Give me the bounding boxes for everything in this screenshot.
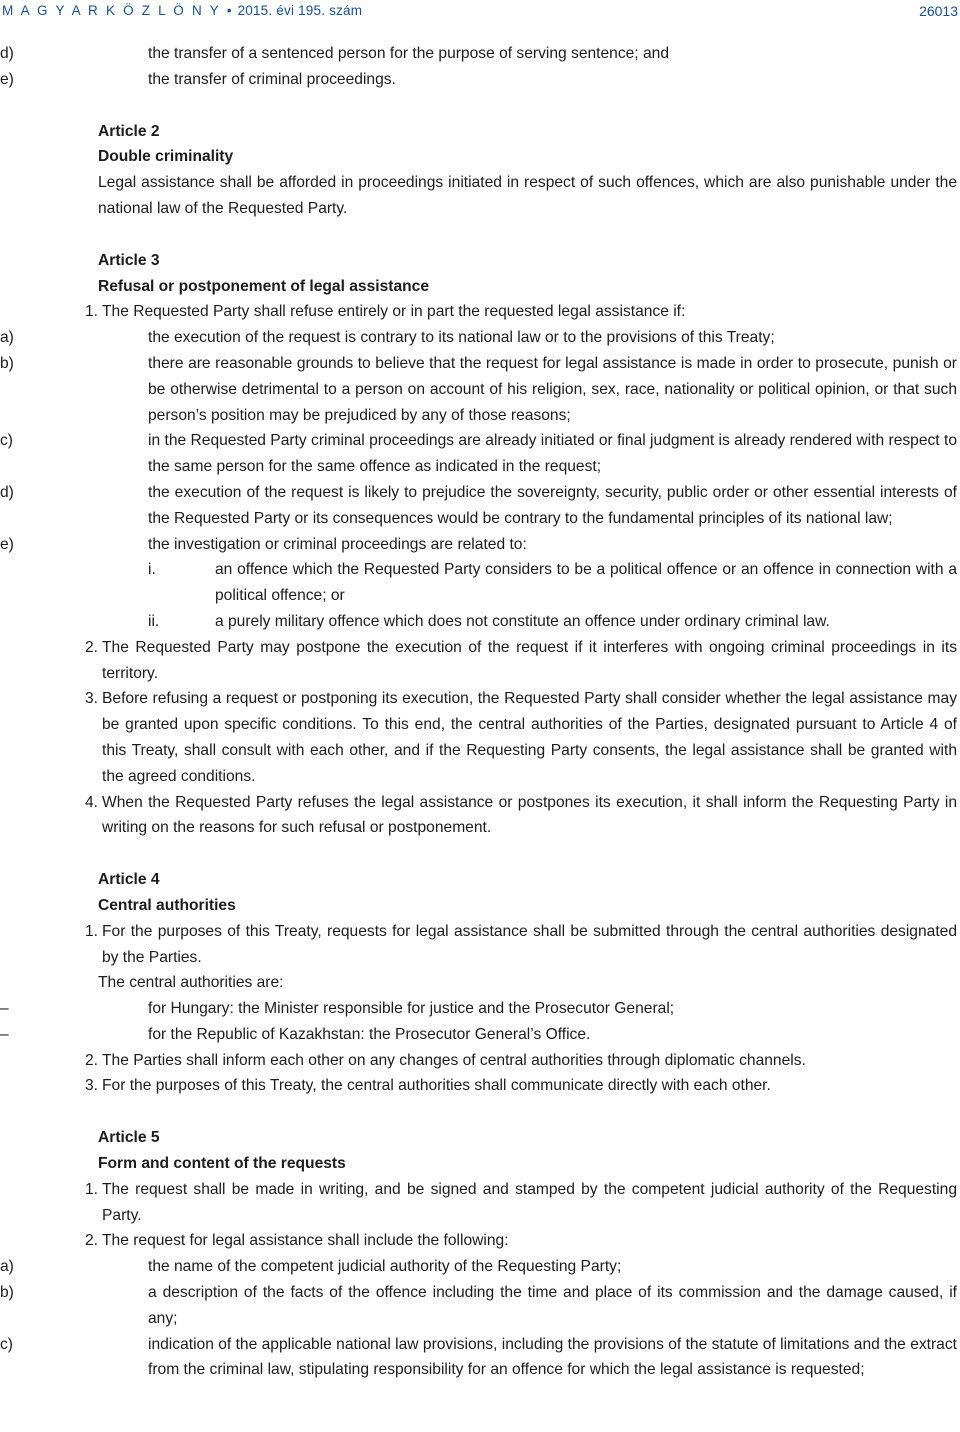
paragraph [0, 970, 960, 996]
subitem-label: i. [148, 561, 156, 579]
paragraph-number: 4. [84, 793, 98, 811]
numbered-paragraph [0, 299, 960, 325]
article-number: Article 2 [98, 122, 160, 140]
list-item [0, 41, 960, 67]
item-text: the investigation or criminal proceedings are related to: [148, 535, 527, 553]
document-body [0, 41, 960, 1383]
paragraph-text: The Requested Party shall refuse entirely or in part the requested legal assistance if: [102, 303, 686, 321]
paragraph-number: 2. [84, 1232, 98, 1250]
numbered-paragraph [0, 1073, 960, 1099]
paragraph-number: 3. [84, 690, 98, 708]
item-text: indication of the applicable national law provisions, including the provisions of the statute of limitations and the extract from the criminal law, stipulating responsibility for an offence for which the legal assistance is requested; [148, 1335, 957, 1379]
item-label: d) [0, 483, 14, 501]
dash-text: for Hungary: the Minister responsible for justice and the Prosecutor General; [148, 1000, 675, 1018]
article-title: Double criminality [98, 148, 234, 166]
paragraph [0, 170, 960, 222]
item-label: d) [0, 45, 14, 62]
bullet-separator: • [226, 3, 232, 18]
list-item [0, 428, 960, 480]
item-label: e) [0, 535, 14, 553]
dash-label: – [0, 1000, 9, 1018]
paragraph-number: 1. [84, 922, 98, 940]
list-item [0, 1254, 960, 1280]
item-text: the execution of the request is contrary to its national law or to the provisions of this Treaty; [148, 329, 775, 347]
dash-text: for the Republic of Kazakhstan: the Prosecutor General’s Office. [148, 1025, 591, 1043]
list-item [0, 67, 960, 93]
item-label: c) [0, 1335, 13, 1353]
paragraph-text: For the purposes of this Treaty, the central authorities shall communicate directly with each other. [102, 1077, 771, 1095]
dash-label: – [0, 1025, 9, 1043]
article-title: Central authorities [98, 896, 236, 914]
journal-name: M A G Y A R K Ö Z L Ö N Y [2, 3, 221, 18]
numbered-paragraph [0, 919, 960, 971]
list-item [0, 351, 960, 428]
item-text: a description of the facts of the offence including the time and place of its commission and the damage caused, if any; [148, 1284, 957, 1327]
numbered-paragraph [0, 1048, 960, 1074]
paragraph-text: The Requested Party may postpone the execution of the request if it interferes with ongoing criminal proceedings in its territory. [102, 638, 957, 682]
item-label: a) [0, 329, 14, 347]
sub-list-item [0, 557, 960, 609]
item-text: the transfer of a sentenced person for the purpose of serving sentence; and [148, 45, 669, 62]
page-number: 26013 [919, 3, 958, 19]
paragraph-text: When the Requested Party refuses the legal assistance or postpones its execution, it shall inform the Requesting Party in writing on the reasons for such refusal or postponement. [102, 793, 957, 837]
item-text: in the Requested Party criminal proceedings are already initiated or final judgment is already rendered with respect to the same person for the same offence as indicated in the request; [148, 432, 957, 476]
numbered-paragraph [0, 635, 960, 687]
list-item [0, 480, 960, 532]
paragraph-text: For the purposes of this Treaty, requests for legal assistance shall be submitted through the central authorities designated by the Parties. [102, 922, 957, 966]
numbered-paragraph [0, 1177, 960, 1229]
article-title: Refusal or postponement of legal assistance [98, 277, 430, 295]
item-text: there are reasonable grounds to believe that the request for legal assistance is made in order to prosecute, punish or be otherwise detrimental to a person on account of his religion, sex, race, nationality or political opinion, or that such person’s position may be prejudiced by any of those reasons; [148, 354, 957, 424]
paragraph-text: Legal assistance shall be afforded in proceedings initiated in respect of such offences, which are also punishable under the national law of the Requested Party. [98, 174, 957, 217]
subitem-text: a purely military offence which does not constitute an offence under ordinary criminal law. [215, 612, 830, 630]
paragraph-text: The request for legal assistance shall include the following: [102, 1232, 509, 1250]
paragraph-text: Before refusing a request or postponing its execution, the Requested Party shall consider whether the legal assistance may be granted upon specific conditions. To this end, the central authorities of the Parties, designated pursuant to Article 4 of this Treaty, shall consult with each other, and if the Requesting Party consents, the legal assistance shall be granted with the agreed conditions. [102, 690, 957, 785]
running-header [0, 0, 960, 24]
article-number: Article 5 [98, 1129, 160, 1147]
numbered-paragraph [0, 1228, 960, 1254]
list-item [0, 325, 960, 351]
list-item [0, 1332, 960, 1384]
item-label: a) [0, 1258, 14, 1276]
article-number: Article 4 [98, 871, 160, 889]
item-label: e) [0, 70, 14, 88]
paragraph-text: The Parties shall inform each other on any changes of central authorities through diplomatic channels. [102, 1051, 806, 1069]
dash-item [0, 996, 960, 1022]
paragraph-number: 2. [84, 1051, 98, 1069]
numbered-paragraph [0, 686, 960, 789]
paragraph-number: 2. [84, 638, 98, 656]
subitem-text: an offence which the Requested Party considers to be a political offence or an offence in connection with a political offence; or [215, 561, 957, 605]
list-item [0, 1280, 960, 1332]
paragraph-number: 1. [84, 303, 98, 321]
article-title: Form and content of the requests [98, 1155, 346, 1173]
paragraph-text: The request shall be made in writing, and be signed and stamped by the competent judicial authority of the Requesting Party. [102, 1180, 957, 1224]
paragraph-number: 1. [84, 1180, 98, 1198]
issue-label: 2015. évi 195. szám [237, 3, 363, 18]
journal-title [2, 3, 362, 18]
article-number: Article 3 [98, 251, 160, 269]
item-label: b) [0, 354, 14, 372]
paragraph-text: The central authorities are: [98, 974, 284, 992]
item-label: b) [0, 1284, 14, 1302]
item-text: the name of the competent judicial authority of the Requesting Party; [148, 1258, 622, 1276]
list-item [0, 532, 960, 558]
dash-item [0, 1022, 960, 1048]
item-text: the transfer of criminal proceedings. [148, 70, 396, 88]
item-text: the execution of the request is likely to prejudice the sovereignty, security, public order or other essential interests of the Requested Party or its consequences would be contrary to the fundamental principles of its national law; [148, 483, 957, 527]
numbered-paragraph [0, 790, 960, 842]
item-label: c) [0, 432, 13, 450]
subitem-label: ii. [148, 612, 160, 630]
sub-list-item [0, 609, 960, 635]
paragraph-number: 3. [84, 1077, 98, 1095]
